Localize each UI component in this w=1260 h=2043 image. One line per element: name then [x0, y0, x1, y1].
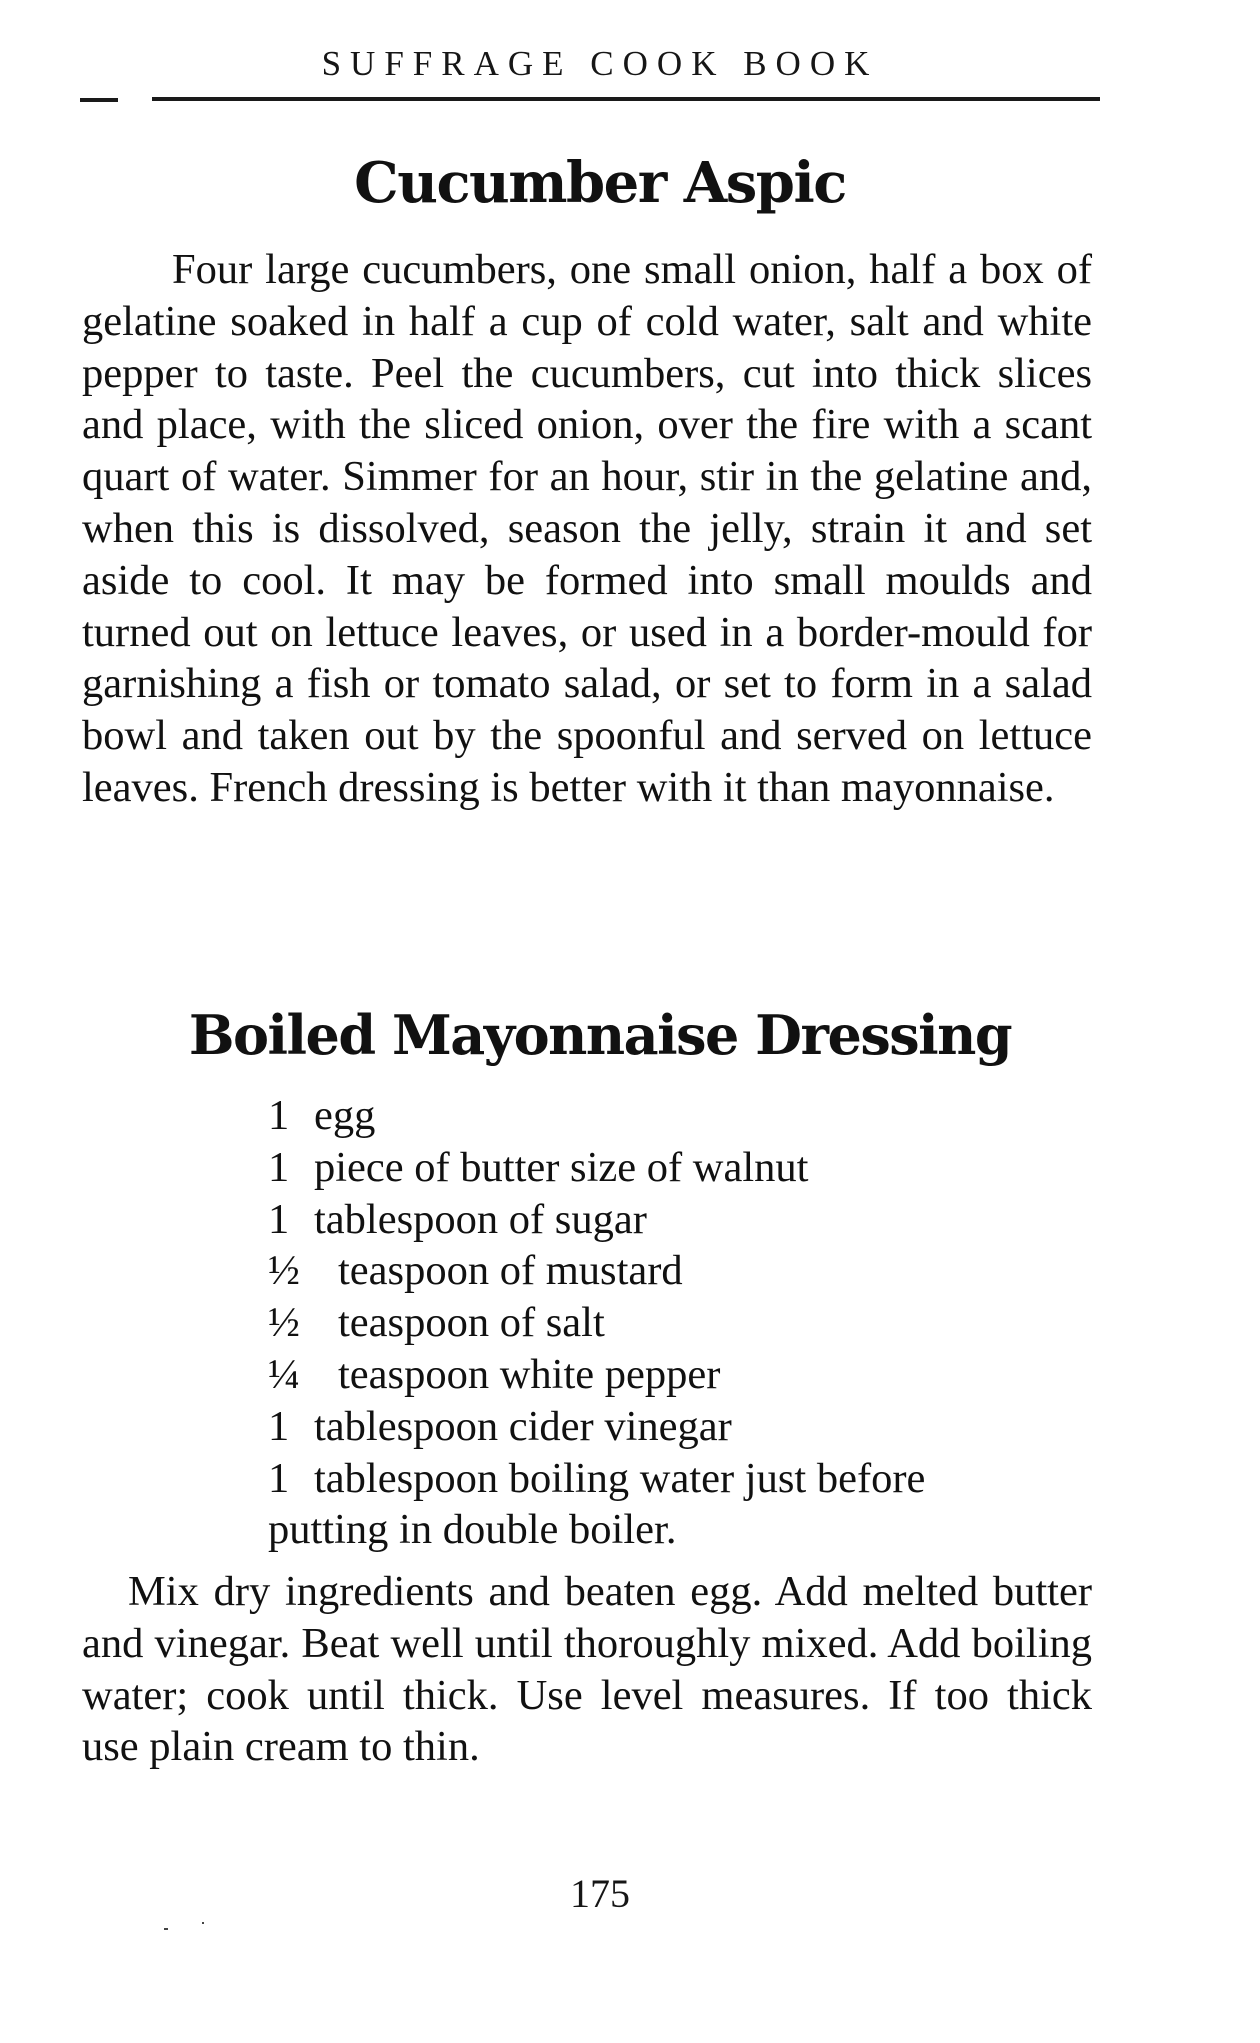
ingredient-item	[268, 1245, 1098, 1297]
ingredient-item	[268, 1453, 1098, 1505]
ingredient-quantity: 1	[268, 1092, 290, 1139]
header-rule-short	[80, 98, 118, 102]
ingredient-continuation: putting in double boiler.	[268, 1506, 677, 1554]
ingredient-item	[268, 1401, 1098, 1453]
running-head: SUFFRAGE COOK BOOK	[321, 44, 879, 83]
ingredient-quantity: ½	[268, 1247, 300, 1295]
ingredient-text: egg	[314, 1092, 376, 1139]
ingredient-quantity: ¼	[268, 1350, 300, 1398]
recipe-title-boiled-mayonnaise: Boiled Mayonnaise Dressing	[188, 1003, 1012, 1067]
page-number: 175	[570, 1871, 630, 1916]
recipe-instructions-cucumber-aspic: Four large cucumbers, one small onion, half a box of gelatine soaked in half a cup of cold water, salt and white pepper to taste. Peel the cucumbers, cut into thick slices and place, with the sliced onion, over the fire with a scant quart of water. Simmer for an hour, stir in the gelatine and, when this is dissolved, season the jelly, strain it and set aside to cool. It may be formed into small moulds and turned out on lettuce leaves, or used in a border-mould for garnishing a fish or tomato salad, or set to form in a salad bowl and taken out by the spoonful and served on lettuce leaves. French dressing is better with it than mayonnaise.	[82, 246, 1092, 811]
ingredient-item	[268, 1142, 1098, 1194]
ingredient-quantity: 1	[268, 1195, 290, 1243]
ingredient-item	[268, 1194, 1098, 1246]
ingredient-quantity: 1	[268, 1143, 290, 1191]
recipe-instructions-boiled-mayonnaise: Mix dry ingredients and beaten egg. Add melted butter and vinegar. Beat well until thoroughly mixed. Add boiling water; cook until thick. Use level measures. If too thick use plain cream to thin.	[82, 1568, 1092, 1771]
print-specks	[156, 1922, 206, 1932]
ingredient-text: tablespoon of sugar	[314, 1195, 647, 1243]
ingredient-text: teaspoon of salt	[338, 1299, 605, 1347]
header-rule	[152, 97, 1100, 101]
ingredient-quantity: 1	[268, 1454, 290, 1502]
ingredient-item	[268, 1297, 1098, 1349]
ingredient-item	[268, 1349, 1098, 1401]
recipe-title-cucumber-aspic: Cucumber Aspic	[354, 150, 846, 216]
ingredient-text: tablespoon boiling water just before	[314, 1454, 926, 1502]
ingredient-text: piece of butter size of walnut	[314, 1143, 809, 1191]
ingredient-text: tablespoon cider vinegar	[314, 1402, 732, 1450]
ingredient-text: teaspoon of mustard	[338, 1247, 683, 1295]
ingredient-quantity: ½	[268, 1299, 300, 1347]
ingredient-text: teaspoon white pepper	[338, 1350, 721, 1398]
ingredient-quantity: 1	[268, 1402, 290, 1450]
ingredient-item	[268, 1090, 1098, 1142]
ingredient-list	[268, 1090, 1098, 1556]
